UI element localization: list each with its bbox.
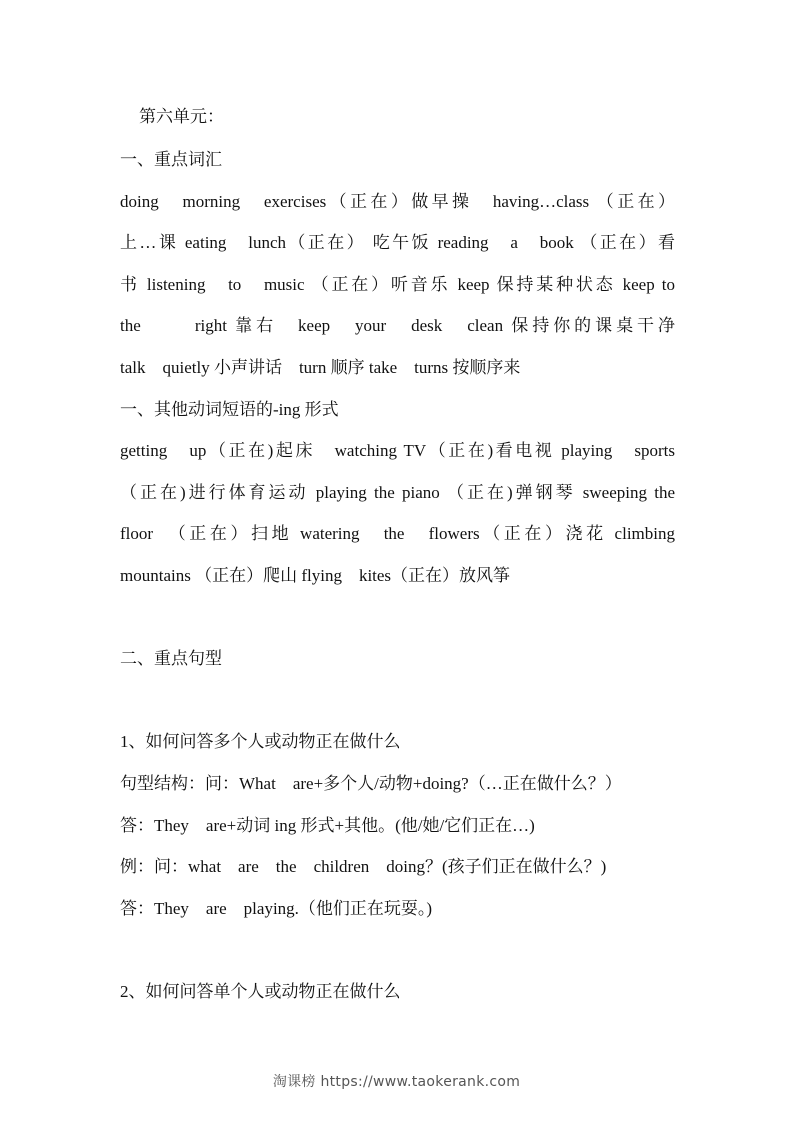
section2-heading: 二、重点句型 (120, 649, 222, 668)
unit-title: 第六单元： (139, 107, 224, 126)
vocab-line: doing morning exercises（正在）做早操 having…class （正在） (120, 192, 675, 211)
section1b-heading: 一、其他动词短语的-ing 形式 (120, 400, 339, 419)
vocab-line: talk quietly 小声讲话 turn 顺序 take turns 按顺序来 (120, 358, 521, 377)
footer-watermark: 淘课榜 https://www.taokerank.com (272, 1074, 521, 1090)
vocab-line: 上…课 eating lunch（正在） 吃午饭 reading a book （正在）看 (120, 233, 675, 252)
ing-line: mountains （正在）爬山 flying kites（正在）放风筝 (120, 566, 511, 585)
ing-line: floor （正在）扫地 watering the flowers（正在）浇花 climbing (120, 524, 675, 543)
pattern1-heading: 1、如何问答多个人或动物正在做什么 (120, 732, 401, 751)
vocab-line: the right 靠右 keep your desk clean 保持你的课桌干净 (120, 316, 675, 335)
pattern1-structure-answer: 答：They are+动词 ing 形式+其他。(他/她/它们正在…) (120, 816, 535, 835)
pattern1-example-answer: 答：They are playing.（他们正在玩耍。) (120, 899, 433, 918)
ing-line: getting up（正在)起床 watching TV（正在)看电视 playing sports (120, 441, 675, 460)
ing-line: （正在)进行体育运动 playing the piano （正在)弹钢琴 sweeping the (120, 483, 675, 502)
pattern1-structure-question: 句型结构：问：What are+多个人/动物+doing?（…正在做什么？） (120, 774, 622, 793)
section1-heading: 一、重点词汇 (120, 150, 222, 169)
pattern1-example-question: 例：问：what are the children doing？(孩子们正在做什么？) (120, 857, 607, 876)
vocab-line: 书 listening to music （正在）听音乐 keep 保持某种状态 keep to (120, 275, 675, 294)
pattern2-heading: 2、如何问答单个人或动物正在做什么 (120, 982, 401, 1001)
